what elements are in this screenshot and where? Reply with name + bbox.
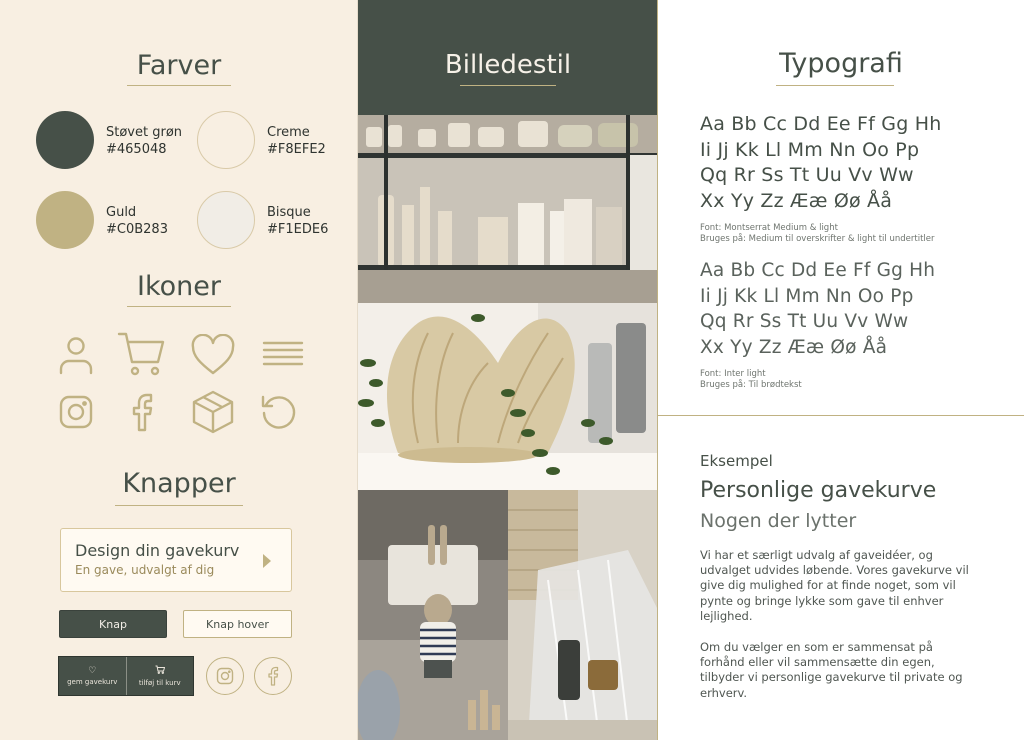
card-button-title: Design din gavekurv	[75, 541, 240, 560]
shelf-photo	[358, 115, 658, 303]
bunny-photo	[358, 490, 508, 740]
heart-icon	[190, 334, 236, 376]
facebook-icon	[128, 392, 156, 432]
chevron-right-icon	[263, 554, 271, 568]
alphabet-sample-inter: Aa Bb Cc Dd Ee Ff Gg Hh Ii Jj Kk Ll Mm Nn Oo Pp Qq Rr Ss Tt Uu Vv Ww Xx Yy Zz Ææ Øø Åå	[700, 260, 936, 358]
image-style-title-rule	[460, 85, 556, 86]
menu-icon	[261, 335, 305, 373]
typography-title: Typografi	[779, 48, 903, 79]
instagram-round-button[interactable]	[206, 657, 244, 695]
icons-title: Ikoner	[137, 271, 221, 302]
swatch-stovet-gron	[36, 111, 94, 169]
hover-button[interactable]: Knap hover	[183, 610, 292, 638]
design-gift-basket-button[interactable]	[60, 528, 292, 592]
typography-title-rule	[776, 85, 894, 86]
font-usage-montserrat: Bruges på: Medium til overskrifter & light til undertitler	[700, 234, 935, 244]
buttons-title-rule	[115, 505, 243, 506]
swatch-bisque	[197, 191, 255, 249]
example-heading: Personlige gavekurve	[700, 478, 937, 503]
cart-icon	[155, 665, 165, 677]
refresh-icon	[259, 391, 299, 431]
example-paragraph-1: Vi har et særligt udvalg af gaveidéer, og udvalget udvides løbende. Vores gavekurve vil give dig mulighed for at finde noget, som vil pynte og bringe lykke som gave til enhver lejlighed.	[700, 548, 969, 623]
box-icon	[191, 389, 235, 435]
example-paragraph-2: Om du vælger en som er sammensat på forhånd eller vil sammensætte din egen, tilbyder vi personlige gavekurve til private og erhverv.	[700, 640, 963, 700]
swatch-name: Creme	[267, 125, 310, 140]
swatch-hex: #C0B283	[106, 222, 168, 237]
left-panel	[0, 0, 358, 740]
card-button-subtitle: En gave, udvalgt af dig	[75, 563, 215, 577]
instagram-icon	[216, 667, 234, 685]
image-style-title: Billedestil	[444, 50, 572, 80]
swatch-name: Guld	[106, 205, 137, 220]
vase-photo	[358, 303, 658, 490]
font-note-montserrat: Font: Montserrat Medium & light	[700, 223, 838, 233]
example-label: Eksempel	[700, 452, 773, 470]
swatch-hex: #F8EFE2	[267, 142, 326, 157]
instagram-icon	[58, 394, 94, 430]
primary-button[interactable]: Knap	[59, 610, 167, 638]
icons-title-rule	[127, 306, 231, 307]
add-to-cart-button[interactable]	[126, 657, 194, 695]
swatch-hex: #465048	[106, 142, 167, 157]
facebook-round-button[interactable]	[254, 657, 292, 695]
swatch-hex: #F1EDE6	[267, 222, 329, 237]
font-note-inter: Font: Inter light	[700, 369, 766, 379]
cart-icon	[117, 331, 165, 377]
colors-title-rule	[127, 85, 231, 86]
gift-basket-photo	[508, 490, 658, 740]
buttons-title: Knapper	[122, 468, 236, 499]
image-style-panel	[358, 0, 658, 740]
save-basket-button[interactable]	[59, 657, 126, 695]
example-subheading: Nogen der lytter	[700, 510, 857, 532]
section-divider	[658, 415, 1024, 416]
facebook-icon	[266, 666, 280, 686]
basket-action-group	[58, 656, 194, 696]
save-basket-label: gem gavekurv	[67, 678, 118, 686]
add-to-cart-label: tilføj til kurv	[138, 679, 181, 687]
typography-panel	[658, 0, 1024, 740]
alphabet-sample-montserrat: Aa Bb Cc Dd Ee Ff Gg Hh Ii Jj Kk Ll Mm Nn Oo Pp Qq Rr Ss Tt Uu Vv Ww Xx Yy Zz Ææ Øø Åå	[700, 113, 942, 212]
heart-icon: ♡	[88, 666, 97, 676]
font-usage-inter: Bruges på: Til brødtekst	[700, 380, 802, 390]
swatch-name: Støvet grøn	[106, 125, 183, 140]
swatch-guld	[36, 191, 94, 249]
colors-title: Farver	[136, 50, 222, 81]
user-icon	[55, 333, 97, 375]
swatch-creme	[197, 111, 255, 169]
swatch-name: Bisque	[267, 205, 311, 220]
